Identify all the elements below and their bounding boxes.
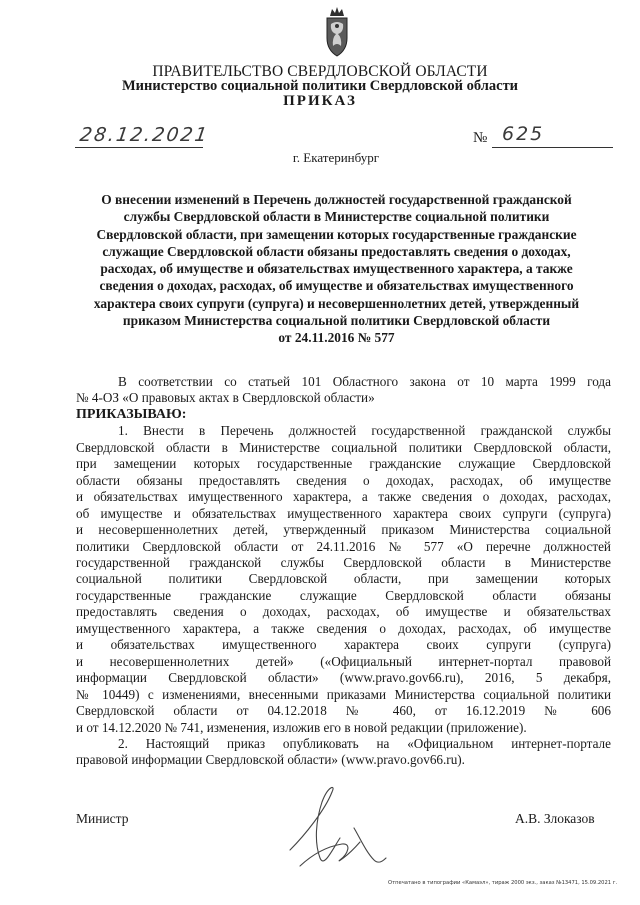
number-underline xyxy=(492,147,613,148)
item2-line: 2. Настоящий приказ опубликовать на «Официальном интернет-портале xyxy=(118,735,611,751)
item1-line: и обязательствах имущественного характера своих супруги (супруга) xyxy=(76,637,611,653)
government-header: ПРАВИТЕЛЬСТВО СВЕРДЛОВСКОЙ ОБЛАСТИ xyxy=(152,63,488,80)
item1-line: Свердловской области от 04.12.2018 № 460, от 16.12.2019 № 606 xyxy=(76,703,611,719)
title-line: служащие Свердловской области обязаны предоставлять сведения о доходах, xyxy=(102,243,571,259)
order-word: ПРИКАЗЫВАЮ: xyxy=(76,406,187,422)
item1-line: и от 14.12.2020 № 741, изменения, изложив его в новой редакции (приложение). xyxy=(76,719,527,735)
title-line: Свердловской области, при замещении которых государственные гражданские xyxy=(96,226,577,242)
signatory-position: Министр xyxy=(76,811,129,826)
document-type: ПРИКАЗ xyxy=(283,93,357,109)
item1-line: области обязаны предоставлять сведения о доходах, расходах, об имуществе xyxy=(76,472,611,488)
preamble-line: № 4-ОЗ «О правовых актах в Свердловской области» xyxy=(76,390,375,406)
title-line: сведения о доходах, расходах, об имуществе и обязательствах имущественного xyxy=(99,278,574,294)
order-date: 28.12.2021 xyxy=(78,124,211,146)
title-line: от 24.11.2016 № 577 xyxy=(278,330,395,346)
item1-line: и обязательствах имущественного характера, а также сведения о доходах, расходах, xyxy=(76,489,611,505)
item1-line: предоставлять сведения о доходах, расходах, об имуществе и обязательствах xyxy=(76,604,611,620)
item1-line: информации Свердловской области» (www.pravo.gov66.ru), 2016, 5 декабря, xyxy=(76,670,611,686)
item1-line: Свердловской области в Министерстве социальной политики Свердловской области, xyxy=(76,439,611,455)
item1-line: при замещении которых государственные гражданские служащие Свердловской xyxy=(76,456,611,472)
ministry-header: Министерство социальной политики Свердловской области xyxy=(121,78,519,94)
order-title xyxy=(64,191,609,347)
item1-line: государственные гражданские служащие Свердловской области обязаны xyxy=(76,587,611,603)
item1-line: имущественного характера, а также сведения о доходах, расходах, об имуществе xyxy=(76,620,611,636)
number-label: № xyxy=(473,130,488,146)
city: г. Екатеринбург xyxy=(292,150,380,165)
title-line: приказом Министерства социальной политики Свердловской области xyxy=(122,313,551,329)
title-line: службы Свердловской области в Министерстве социальной политики xyxy=(123,209,550,225)
item1-line: государственной гражданской службы Свердловской области в Министерстве xyxy=(76,554,611,570)
title-line: расходах, об имуществе и обязательствах имущественного характера, а также xyxy=(100,261,573,277)
item1-line: политики Свердловской области от 24.11.2016 № 577 «О перечне должностей xyxy=(76,538,611,554)
handwritten-signature xyxy=(270,780,395,880)
coat-of-arms-icon xyxy=(322,4,352,58)
print-note: Отпечатано в типографии «Камаэл», тираж 2000 экз., заказ №13471, 15.09.2021 г. xyxy=(388,880,618,886)
title-line: характера своих супруги (супруга) и несовершеннолетних детей, утвержденный xyxy=(93,295,580,311)
item1-line: и несовершеннолетних детей, утвержденный приказом Министерства социальной xyxy=(76,522,611,538)
item1-line: социальной политики Свердловской области, при замещении которых xyxy=(76,571,611,587)
item1-line: 1. Внести в Перечень должностей государственной гражданской службы xyxy=(118,423,611,439)
item1-line: и несовершеннолетних детей» («Официальный интернет-портал правовой xyxy=(76,653,611,669)
item1-line: об имуществе и обязательствах имущественного характера своих супруги (супруга) xyxy=(76,505,611,521)
order-number: 625 xyxy=(502,123,545,145)
item1-line: № 10449) с изменениями, внесенными приказами Министерства социальной политики xyxy=(76,686,611,702)
order-body xyxy=(76,374,611,769)
item2-line: правовой информации Свердловской области» (www.pravo.gov66.ru). xyxy=(76,752,465,768)
date-underline xyxy=(75,147,203,148)
signatory-name: А.В. Злоказов xyxy=(515,811,595,826)
preamble-line: В соответствии со статьей 101 Областного закона от 10 марта 1999 года xyxy=(118,374,611,389)
title-line: О внесении изменений в Перечень должностей государственной гражданской xyxy=(101,192,572,207)
